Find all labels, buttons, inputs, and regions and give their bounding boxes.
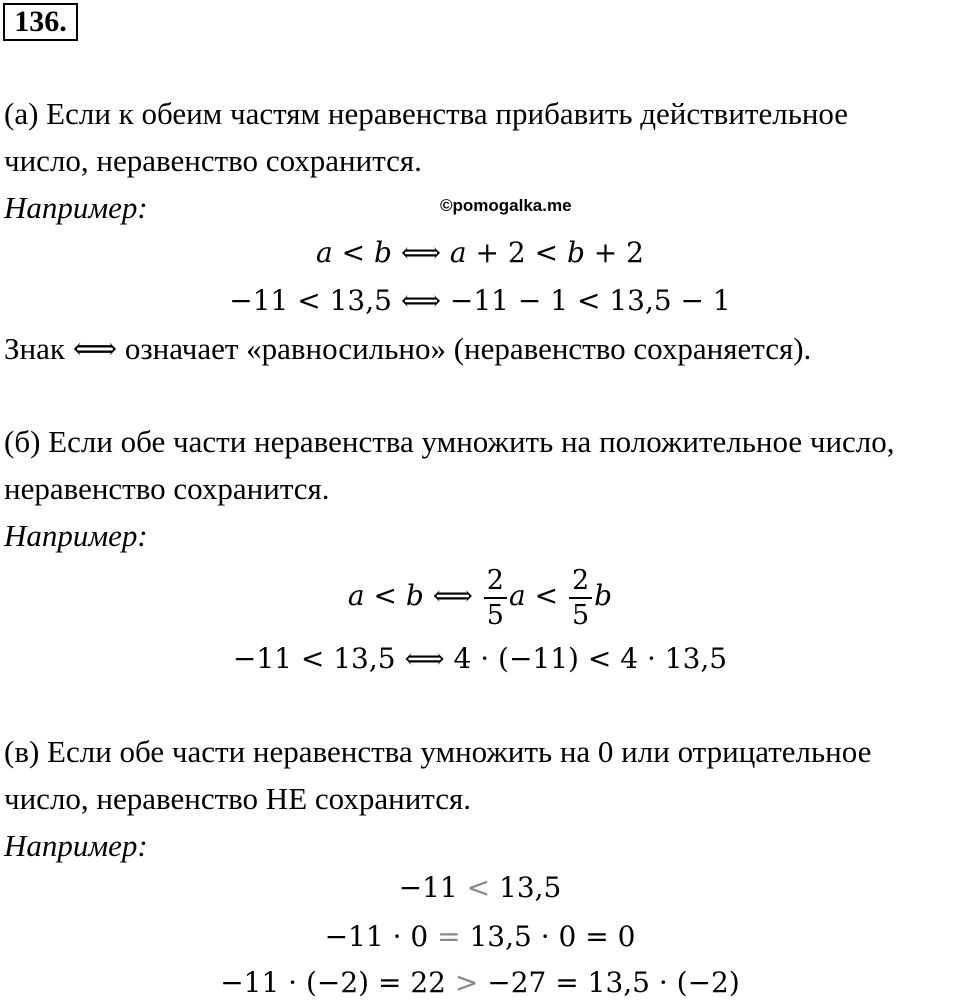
- part-c-formula-3: [0, 966, 960, 999]
- part-b-example-label: Например:: [4, 518, 148, 553]
- var-a: a: [449, 236, 467, 269]
- equiv-sign: ⟺: [391, 236, 450, 269]
- op: <: [525, 579, 567, 612]
- fraction: [484, 564, 507, 631]
- part-c-formula-2: [0, 920, 960, 953]
- part-a-example-label: Например:: [4, 190, 148, 225]
- problem-number: 136.: [3, 3, 78, 41]
- rhs: 13,5 · 0 = 0: [460, 920, 636, 953]
- denominator: 5: [486, 599, 504, 631]
- part-a-note: Знак ⟺ означает «равносильно» (неравенство сохраняется).: [4, 331, 812, 366]
- relation-sign: >: [454, 966, 479, 999]
- var-b: b: [594, 579, 613, 612]
- lhs: −11: [398, 871, 467, 904]
- relation-sign: =: [437, 920, 461, 953]
- lhs: −11 · (−2) = 22: [220, 966, 455, 999]
- var-b: b: [566, 236, 585, 269]
- numerator: 2: [569, 567, 592, 599]
- part-a-line2: число, неравенство сохранится.: [4, 143, 422, 178]
- watermark: ©pomogalka.me: [440, 196, 572, 215]
- part-c-example-label: Например:: [4, 828, 148, 863]
- op: + 2 <: [466, 236, 567, 269]
- part-c-formula-1: [0, 871, 960, 904]
- denominator: 5: [571, 599, 590, 631]
- var-b: b: [374, 236, 392, 269]
- part-b-formula-2: −11 < 13,5 ⟺ 4 · (−11) < 4 · 13,5: [232, 642, 728, 675]
- relation-sign: <: [466, 871, 491, 904]
- op: <: [332, 236, 374, 269]
- var-b: b: [405, 579, 424, 612]
- rhs: 13,5: [490, 871, 562, 904]
- part-a-formula-2: −11 < 13,5 ⟺ −11 − 1 < 13,5 − 1: [229, 284, 731, 317]
- lhs: −11 · 0: [324, 920, 438, 953]
- fraction: [569, 564, 592, 631]
- part-b-line1: (б) Если обе части неравенства умножить на положительное число,: [4, 424, 895, 459]
- var-a: a: [347, 579, 365, 612]
- numerator: 2: [484, 567, 507, 599]
- var-a: a: [508, 579, 526, 612]
- part-c-line1: (в) Если обе части неравенства умножить на 0 или отрицательное: [4, 734, 872, 769]
- var-a: a: [316, 236, 333, 269]
- part-c-line2: число, неравенство НЕ сохранится.: [4, 781, 471, 816]
- part-b-line2: неравенство сохранится.: [4, 471, 330, 506]
- op: + 2: [584, 236, 644, 269]
- equiv-sign: ⟺: [423, 579, 482, 612]
- rhs: −27 = 13,5 · (−2): [478, 966, 740, 999]
- part-b-formula-1: [0, 558, 960, 634]
- part-a-line1: (а) Если к обеим частям неравенства прибавить действительное: [4, 96, 849, 131]
- op: <: [364, 579, 406, 612]
- part-a-formula-1: [0, 236, 960, 269]
